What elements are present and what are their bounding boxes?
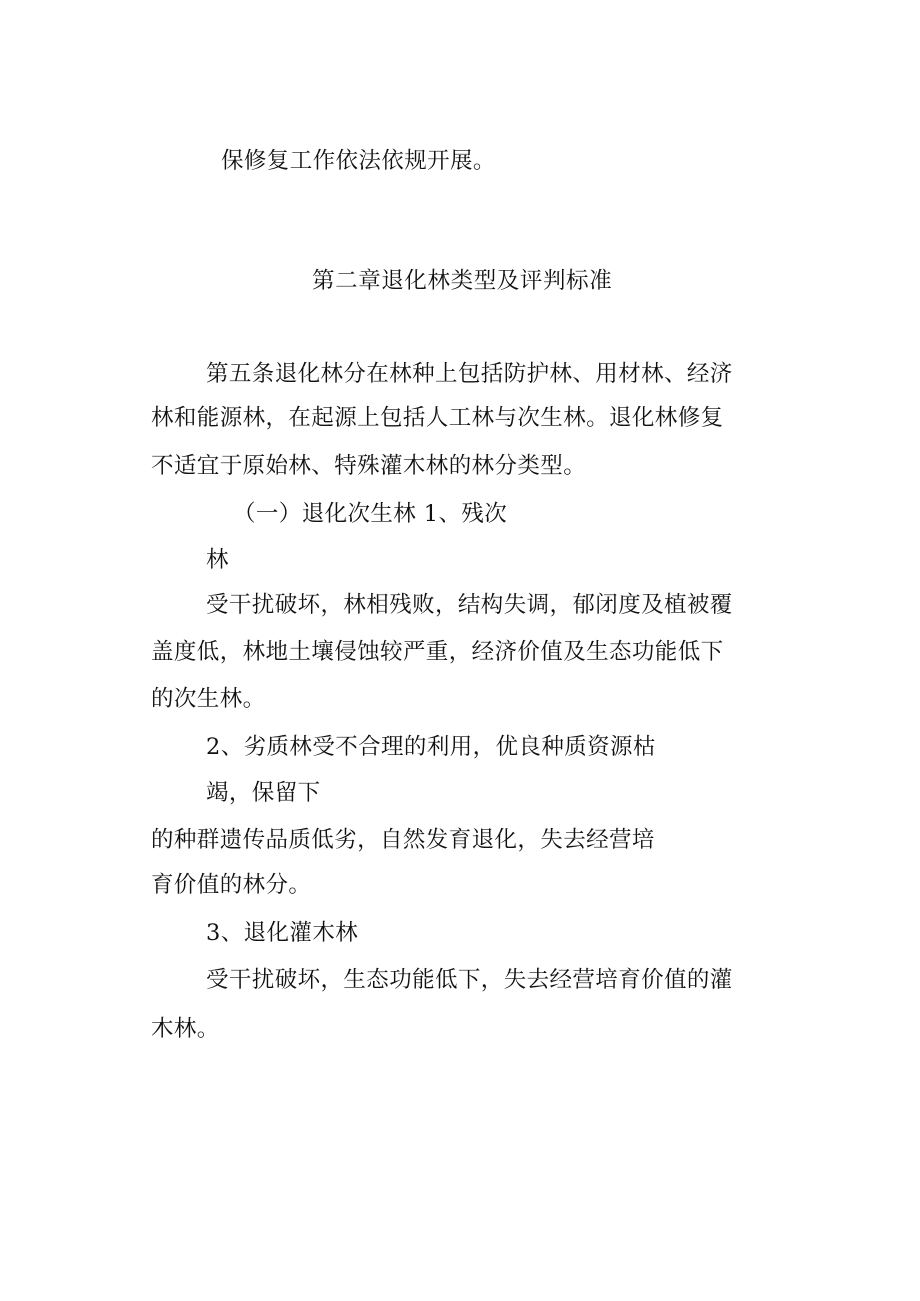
inferior-forest-line-4: 育价值的林分。 [151,872,312,898]
continuation-line: 保修复工作依法依规开展。 [221,148,496,174]
section-1-heading: （一）退化次生林 1、残次 [233,501,508,527]
residual-forest-desc-line-2: 盖度低，林地土壤侵蚀较严重，经济价值及生态功能低下 [151,639,724,665]
shrub-desc-line-2: 木林。 [151,1016,220,1042]
residual-forest-desc-line-1: 受干扰破坏，林相残败，结构失调，郁闭度及植被覆 [206,592,733,618]
article-5-line-3: 不适宜于原始林、特殊灌木林的林分类型。 [151,453,587,479]
inferior-forest-line-1: 2、劣质林受不合理的利用，优良种质资源枯 [206,734,656,760]
residual-forest-desc-line-3: 的次生林。 [151,686,266,712]
inferior-forest-line-3: 的种群遗传品质低劣，自然发育退化，失去经营培 [151,827,655,853]
inferior-forest-line-2: 竭，保留下 [206,780,321,806]
article-5-line-2: 林和能源林，在起源上包括人工林与次生林。退化林修复 [151,405,724,431]
shrub-heading: 3、退化灌木林 [206,920,359,946]
section-1-heading-cont: 林 [206,547,229,573]
chapter-title: 第二章退化林类型及评判标准 [312,268,613,294]
article-5-line-1: 第五条退化林分在林种上包括防护林、用材林、经济 [206,361,733,387]
shrub-desc-line-1: 受干扰破坏，生态功能低下，失去经营培育价值的灌 [206,967,733,993]
